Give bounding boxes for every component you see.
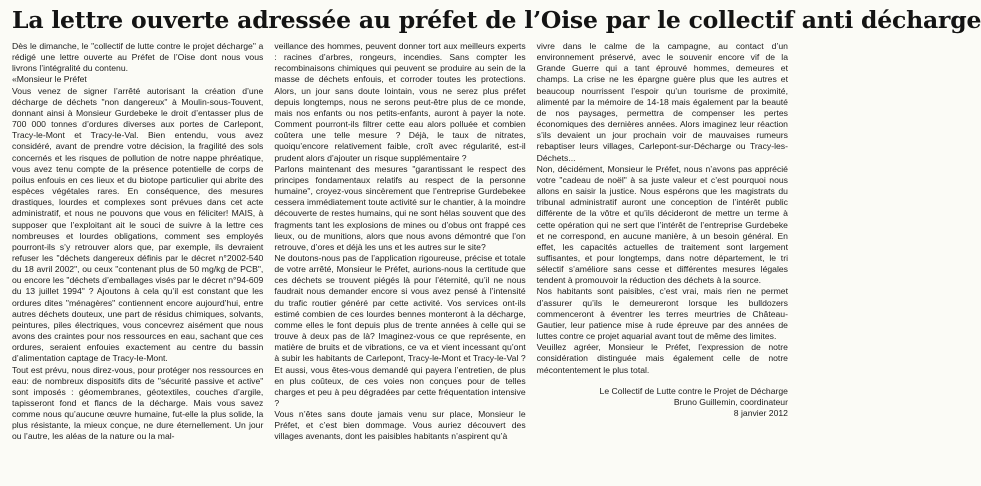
paragraph: Nos habitants sont paisibles, c’est vrai, mais rien ne permet d’assurer qu’ils le demeureront lorsque les bulldozers commenceront à éventrer les terres meurtries de Château-Gautier, leur patience mise à rude épreuve par des années de luttes contre ce projet aquarial avant tout de même des limites. — [536, 286, 788, 342]
paragraph: Vous venez de signer l’arrêté autorisant la création d’une décharge de déchets "non dangereux" à Moulin-sous-Touvent, donnant ainsi à Monsieur Gurdebeke le droit d’entasser plus de 700 000 tonnes d’ordures diverses aux portes de Carlepont, Tracy-le-Mont et Tracy-le-Val. Bien entendu, vous avez considéré, avant de prendre votre décision, la fragilité des sols concernés et les risques de pollution de notre nappe phréatique, vous avez tenu compte de la présence potentielle de corps de poilus enfouis en ces lieux et du biotope particulier qui abrite des espèces végétales rares. En conséquence, des mesures drastiques, lourdes et complexes sont prévues dans cet acte administratif, et nous ne pouvons que vous en féliciter! MAIS, à supposer que l’exploitant ait le souci de suivre à la lettre ces nombreuses et lourdes obligations, comment ses employés pourront-ils s’y retrouver alors que, par exemple, ils devraient refuser les "déchets dangereux définis par le décret n°2002-540 du 18 avril 2002", ou ceux "contenant plus de 50 mg/kg de PCB", ou encore les "déchets d’emballages visés par le décret n°94-609 du 13 juillet 1994" ? Ajoutons à cela qu’il est constant que les ordures dites "ménagères" contiennent encore aujourd’hui, entre autres déchets douteux, une part de résidus chimiques, solvants, peintures, piles électriques, vous concevrez aisément que nous avons des craintes pour nos ressources en eau, sachant que ces ordures, seraient enfouies exactement au centre du bassin d’alimentation captage de Tracy-le-Mont. — [12, 85, 264, 364]
paragraph: Vous n’êtes sans doute jamais venu sur place, Monsieur le Préfet, et c’est bien dommage. Vous auriez découvert des villages avenants, dont les paisibles habitants n’aspirent qu’à — [274, 409, 526, 442]
paragraph: Dès le dimanche, le "collectif de lutte contre le projet décharge" a rédigé une lettre ouverte au Préfet de l’Oise dont nous vous livrons l’intégralité du contenu. — [12, 41, 264, 74]
paragraph: vivre dans le calme de la campagne, au contact d’un environnement préservé, avec le souvenir encore vif de la Grande Guerre qui a tant éprouvé hommes, demeures et champs. La crise ne les épargne guère plus que les autres et beaucoup nourrissent l’espoir qu’un tourisme de proximité, alimenté par la mémoire de 14-18 mais également par la beauté de nos paysages, permettra de compenser les pertes économiques des dernières années. Alors imaginez leur réaction s’ils devaient un jour prochain voir de mauvaises rumeurs rebaptiser leurs villages, Carlepont-sur-Décharge ou Tracy-les-Déchets... — [536, 41, 788, 163]
signature-person: Bruno Guillemin, coordinateur — [673, 396, 788, 407]
article-column-1 — [12, 41, 263, 443]
paragraph: «Monsieur le Préfet — [12, 74, 87, 85]
signature-organization: Le Collectif de Lutte contre le Projet de Décharge — [599, 385, 788, 396]
paragraph: Veuillez agréer, Monsieur le Préfet, l’expression de notre considération distinguée mais également celle de notre mécontentement le plus total. — [536, 342, 788, 375]
paragraph: Non, décidément, Monsieur le Préfet, nous n’avons pas apprécié votre "cadeau de noël" à sa juste valeur et c’est pourquoi nous allons en saisir la justice. Nous espérons que les magistrats du tribunal administratif auront une conception de l’intérêt public différente de la vôtre et qu’ils décideront de mettre un terme à cette opération qui ne sert que l’intérêt de l’entreprise Gurdebeke et ne correspond, en aucune manière, à un besoin général. En effet, les capacités actuelles de traitement sont largement suffisantes, et pour longtemps, dans notre département, le tri sélectif s’améliore sans cesse et différentes mesures légales tendent à promouvoir la réduction des déchets à la source. — [536, 163, 788, 286]
article-body — [12, 41, 788, 443]
article-column-3 — [537, 41, 788, 443]
article-column-2 — [274, 41, 525, 443]
paragraph: Tout est prévu, nous direz-vous, pour protéger nos ressources en eau: de nombreux dispositifs dits de "sécurité passive et active" sont imposés : géomembranes, géotextiles, couches d’argile, tapisseront fond et flancs de la décharge. Mais vous savez comme nous qu’aucune œuvre humaine, fut-elle la plus solide, la plus résistante, la mieux conçue, ne dure éternellement. Un jour ou l’autre, les aléas de la nature ou la mal- — [12, 364, 264, 442]
signature-block — [537, 386, 788, 419]
paragraph: Ne doutons-nous pas de l’application rigoureuse, précise et totale de votre arrêté, Monsieur le Préfet, aurions-nous la certitude que ces déchets se trouvent piégés là pour l’éternité, qu’il ne nous faudrait nous demander encore si vous avez pensé à l’intensité du trafic routier généré par cette activité. Vos services ont-ils estimé combien de ces lourdes bennes monteront à la décharge, comme elles le font depuis plus de trente années à celle qui se trouve à deux pas de là? Imaginez-vous ce que représente, en matière de bruits et de vibrations, ce va et vient incessant qu’ont à subir les habitants de Carlepont, Tracy-le-Mont et Tracy-le-Val ? Et aussi, vous êtes-vous demandé qui payera l’entretien, de plus en plus coûteux, de ces voies non conçues pour de telles charges et peu à peu dégradées par cette fréquentation intensive ? — [274, 252, 526, 408]
paragraph: veillance des hommes, peuvent donner tort aux meilleurs experts : racines d’arbres, rongeurs, incendies. Sans compter les recombinaisons chimiques qui peuvent se produire au sein de la masse de déchets enfouis, et corroder toutes les protections. Alors, un jour sans doute lointain, vous ne serez plus préfet depuis longtemps, nous ne serons peut-être plus de ce monde, mais nos enfants ou nos petits-enfants, auront à payer la note. Comment pourront-ils filtrer cette eau alors polluée et combien coûtera une telle mesure ? Déjà, le taux de nitrates, quoiqu’encore relativement faible, croît avec régularité, est-il prudent alors d’ajouter un risque supplémentaire ? — [274, 41, 526, 163]
article-headline: La lettre ouverte adressée au préfet de l’Oise par le collectif anti décharge — [12, 6, 981, 34]
paragraph: Parlons maintenant des mesures "garantissant le respect des principes fondamentaux relatifs au respect de la personne humaine", croyez-vous sincèrement que l’entreprise Gurdebekee cessera immédiatement toute activité sur le chantier, à la moindre découverte de restes humains, qui ne sont hélas souvent que des fragments tant les explosions de mines ou d’obus ont frappé ces lieux, ou de munitions, alors que nous avons démontré que l’on retrouve, d’ores et déjà les uns et les autres sur le site? — [274, 163, 526, 252]
signature-date: 8 janvier 2012 — [733, 408, 788, 418]
